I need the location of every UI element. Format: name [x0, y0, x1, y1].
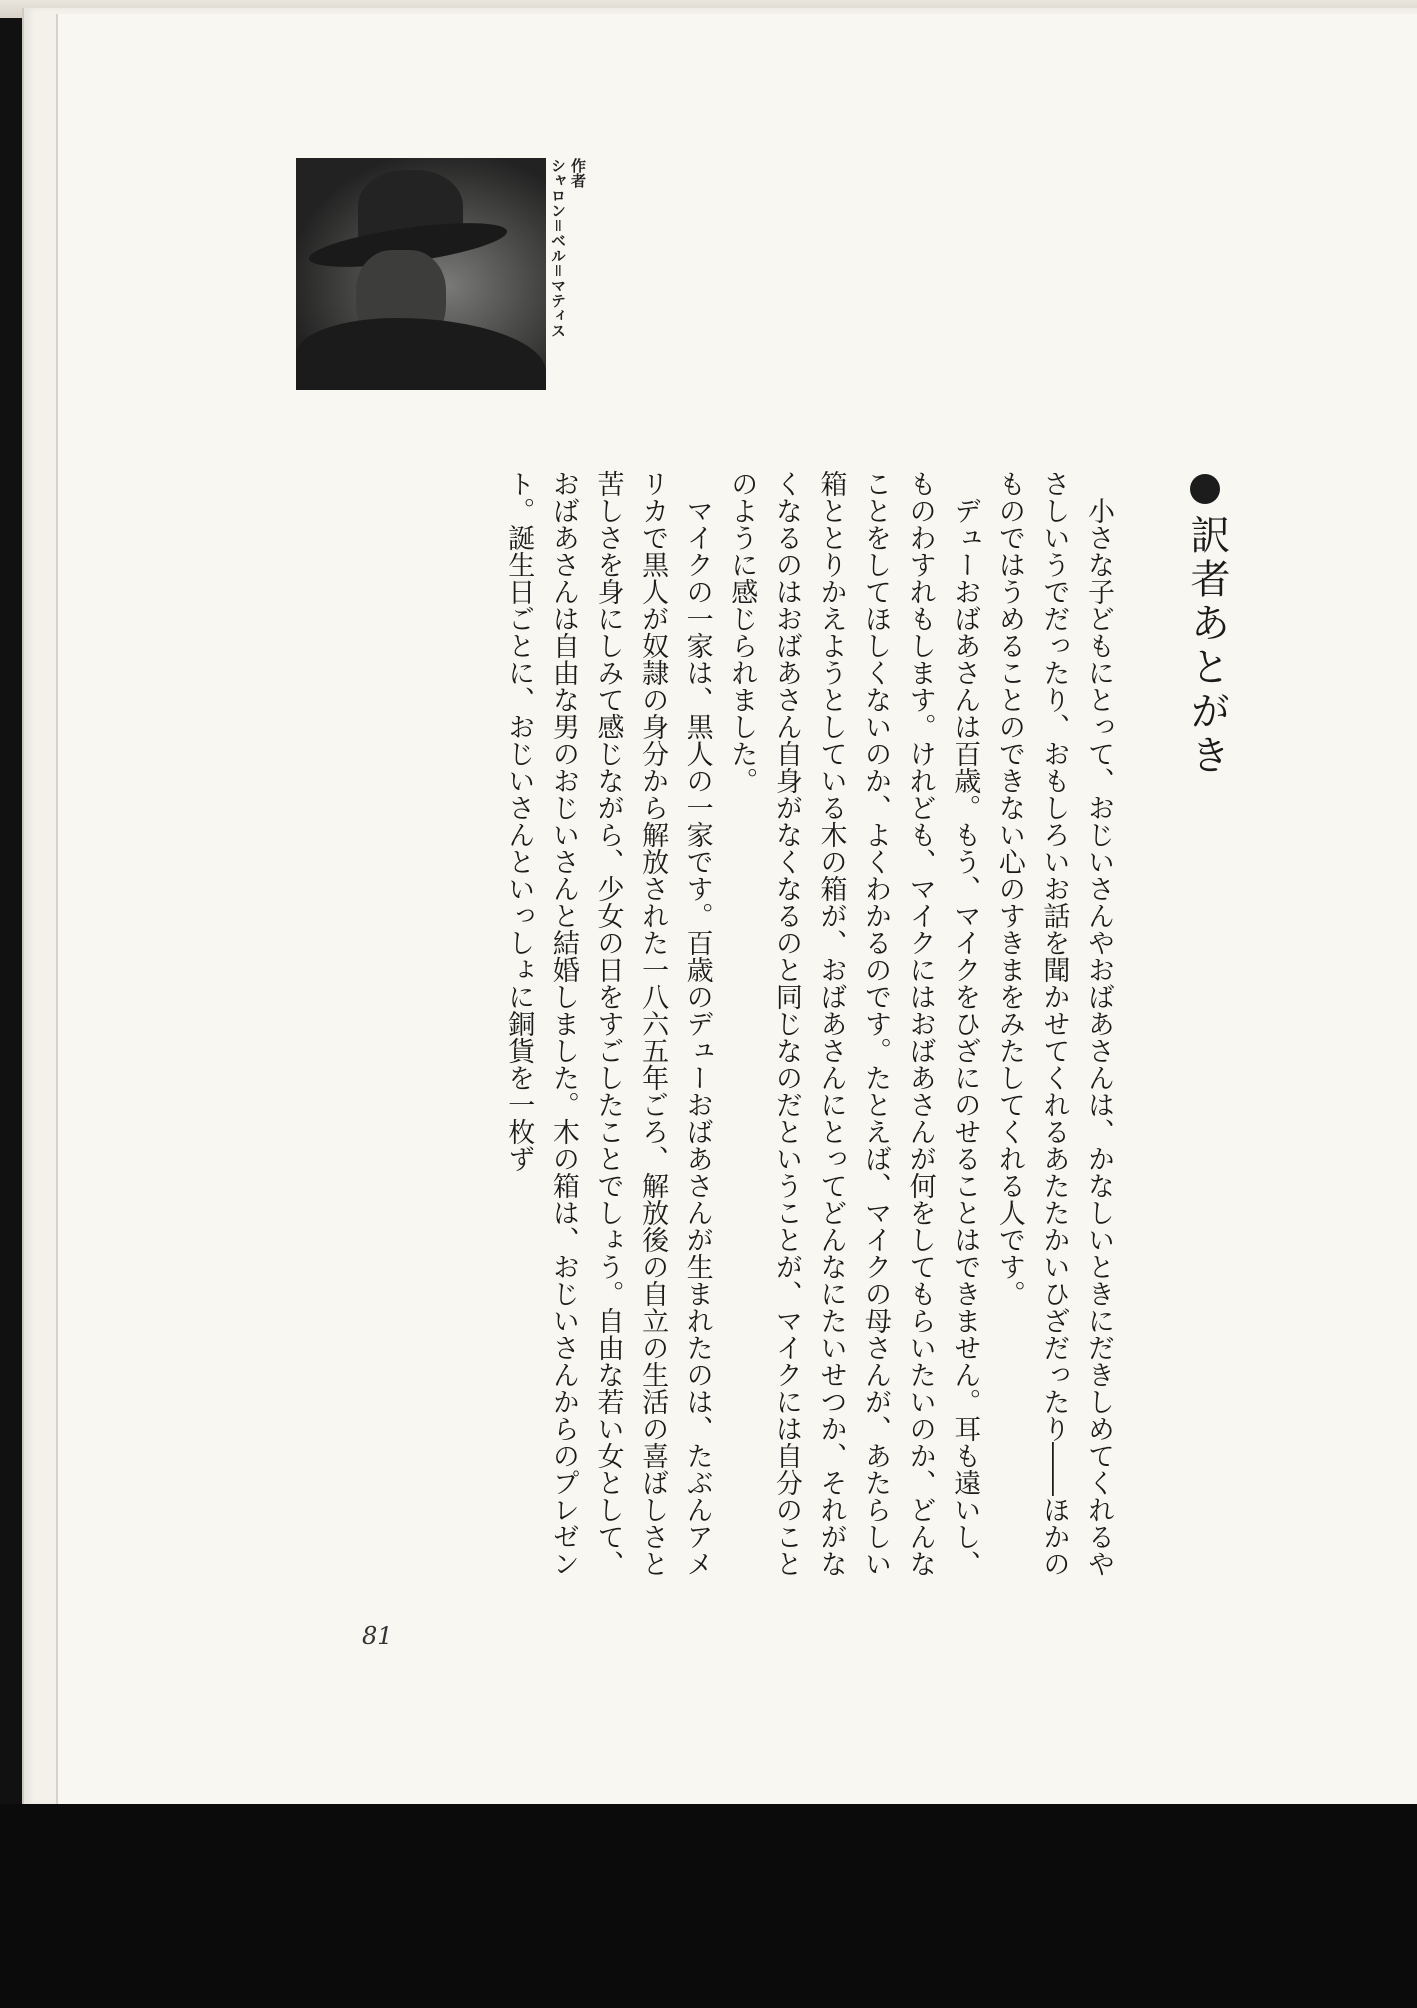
author-photo [296, 158, 546, 390]
paragraph-3: マイクの一家は、黒人の一家です。百歳のデューおばあさんが生まれたのは、たぶんアメリカで黒人が奴隷の身分から解放された一八六五年ごろ、解放後の自立の生活の喜ばしさと苦しさを身にしみて感じながら、少女の日をすごしたことでしょう。自由な若い女として、おばあさんは自由な男のおじいさんと結婚しました。木の箱は、おじいさんからのプレゼント。誕生日ごとに、おじいさんといっしょに銅貨を一枚ず [503, 470, 713, 1577]
scan-background [0, 1804, 1417, 2008]
caption-author-name: シャロン＝ベル＝マティス [549, 158, 567, 339]
paragraph-1: 小さな子どもにとって、おじいさんやおばあさんは、かなしいときにだきしめてくれるやさしいうでだったり、おもしろいお話を聞かせてくれるあたたかいひざだったり――ほかのものではうめることのできない心のすきまをみたしてくれる人です。 [993, 470, 1114, 1577]
section-title: 訳者あとがき [1184, 514, 1230, 778]
author-caption [548, 158, 588, 388]
page-number: 81 [362, 1622, 393, 1650]
title-bullet-icon [1190, 474, 1220, 504]
paragraph-2: デューおばあさんは百歳。もう、マイクをひざにのせることはできません。耳も遠いし、ものわすれもします。けれども、マイクにはおばあさんが何をしてもらいたいのか、どんなことをしてほしくないのか、よくわかるのです。たとえば、マイクの母さんが、あたらしい箱ととりかえようとしている木の箱が、おばあさんにとってどんなにたいせつか、それがなくなるのはおばあさん自身がなくなるのと同じなのだということが、マイクには自分のことのように感じられました。 [726, 470, 981, 1577]
photo-coat [296, 318, 546, 390]
afterword-body [290, 470, 1120, 1580]
caption-role: 作者 [569, 158, 587, 188]
